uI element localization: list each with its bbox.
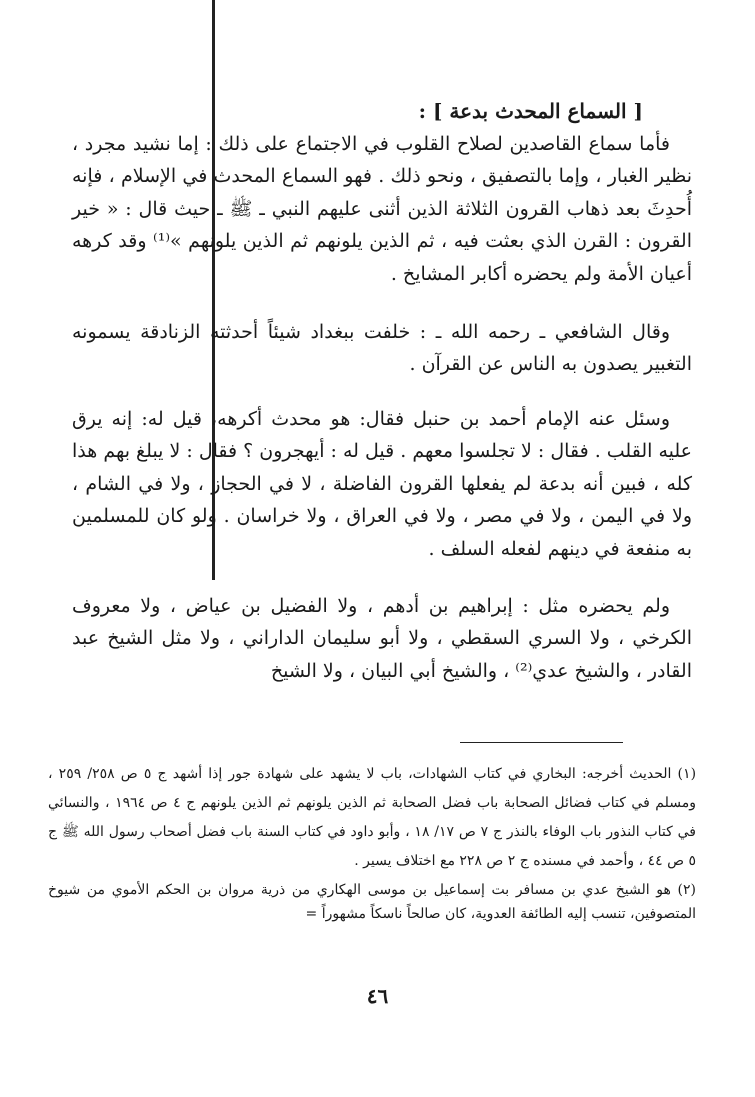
body-paragraph-3 bbox=[72, 403, 692, 565]
paragraph-text: فأما سماع القاصدين لصلاح القلوب في الاجتماع على ذلك : إما نشيد مجرد ، نظير الغبار ، وإما بالتصفيق ، ونحو ذلك . فهو السماع المحدث في الإسلام ، فإنه أُحدِثَ بعد ذهاب القرون الثلاثة الذين أثنى عليهم النبي ـ ﷺ ـ حيث قال : « خير القرون : القرن الذي بعثت فيه ، ثم الذين يلونهم ثم الذين يلونهم »⁽¹⁾ وقد كرهه أعيان الأمة ولم يحضره أكابر المشايخ . bbox=[72, 133, 692, 285]
body-paragraph-2 bbox=[72, 316, 692, 381]
paragraph-text: ولم يحضره مثل : إبراهيم بن أدهم ، ولا الفضيل بن عياض ، ولا معروف الكرخي ، ولا السري السقطي ، ولا أبو سليمان الداراني ، ولا مثل الشيخ عبد القادر ، والشيخ عدي⁽²⁾ ، والشيخ أبي البيان ، ولا الشيخ bbox=[72, 595, 692, 682]
footnote-separator bbox=[460, 742, 623, 743]
footnote-2: (٢) هو الشيخ عدي بن مسافر بت إسماعيل بن موسى الهكاري من ذرية مروان بن الحكم الأموي من شيوخ المتصوفين، تنسب إليه الطائفة العدوية، كان صالحاً ناسكاً مشهوراً = bbox=[48, 882, 696, 922]
paragraph-text: وسئل عنه الإمام أحمد بن حنبل فقال: هو محدث أكرهه، قيل له: إنه يرق عليه القلب . فقال : لا تجلسوا معهم . قيل له : أيهجرون ؟ فقال : لا يبلغ بهم هذا كله ، فبين أنه بدعة لم يفعلها القرون الفاضلة ، لا في الحجاز ، ولا في الشام ، ولا في اليمن ، ولا في مصر ، ولا في العراق ، ولا خراسان . ولو كان للمسلمين به منفعة في دينهم لفعله السلف . bbox=[72, 408, 693, 560]
section-heading: [ السماع المحدث بدعة ] : bbox=[418, 99, 643, 123]
paragraph-text: وقال الشافعي ـ رحمه الله ـ : خلفت ببغداد شيئاً أحدثته الزنادقة يسمونه التغبير يصدون به الناس عن القرآن . bbox=[72, 321, 692, 376]
body-paragraph-1 bbox=[72, 128, 692, 290]
body-paragraph-4 bbox=[72, 590, 692, 687]
footnotes bbox=[48, 760, 696, 926]
page-number: ٤٦ bbox=[366, 984, 389, 1008]
footnote-1: (١) الحديث أخرجه: البخاري في كتاب الشهادات، باب لا يشهد على شهادة جور إذا أشهد ج ٥ ص ٢٥٨/ ٢٥٩ ، ومسلم في كتاب فضائل الصحابة باب فضل الصحابة ثم الذين يلونهم ثم الذين يلونهم ج ٤ ص ١٩٦٤ ، والنسائي في كتاب النذور باب الوفاء بالنذر ج ٧ ص ١٧/ ١٨ ، وأبو داود في كتاب السنة باب فضل أصحاب رسول الله ﷺ ج ٥ ص ٤٤ ، وأحمد في مسنده ج ٢ ص ٢٢٨ مع اختلاف يسير . bbox=[48, 766, 697, 869]
